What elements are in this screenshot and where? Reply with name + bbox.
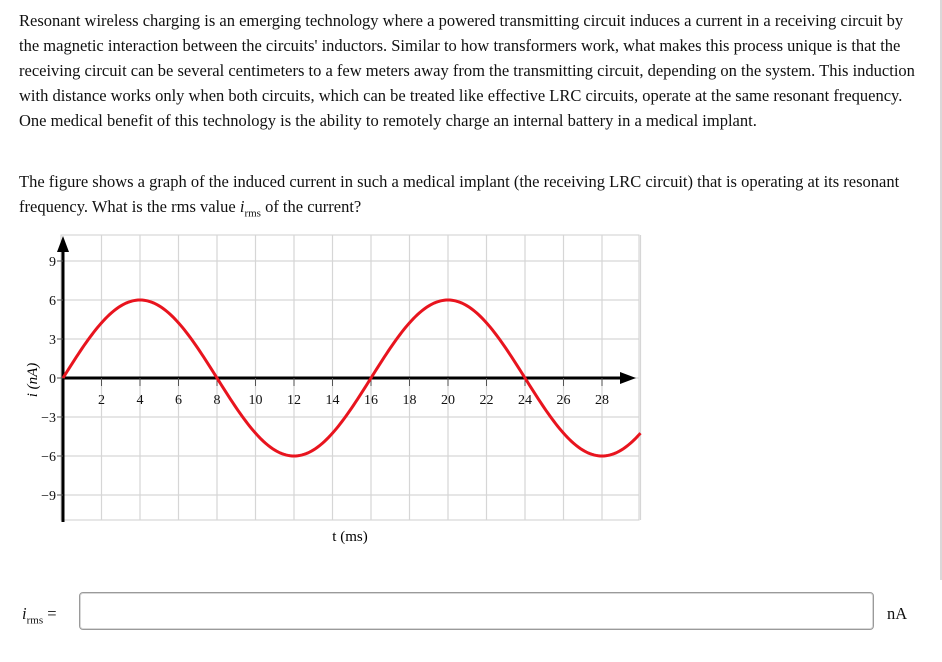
problem-paragraph-1: Resonant wireless charging is an emerging technology where a powered transmitting circuit induces a current in a receiving circuit by the magnetic interaction between the circuits' inductors. Similar to how transformers work, what makes this process unique is that the receiving circuit can be several centimeters to a few meters away from the transmitting circuit, depending on the system. This induction with distance works only when both circuits, which can be treated like effective LRC circuits, operate at the same resonant frequency. One medical benefit of this technology is the ability to remotely charge an internal battery in a medical implant. xyxy=(19,11,915,130)
irms-symbol: i xyxy=(239,197,245,216)
x-tick-label: 16 xyxy=(364,393,378,408)
x-tick-label: 4 xyxy=(136,393,144,408)
question-text-start: The figure shows a graph of the induced current in such a medical implant (the receiving LRC circuit) that is operating at its resonant frequency. What is the rms value xyxy=(19,172,900,216)
x-tick-label: 28 xyxy=(595,393,609,408)
answer-row xyxy=(0,592,942,636)
x-tick-label: 20 xyxy=(441,393,455,408)
current-vs-time-chart xyxy=(0,232,660,562)
x-tick-label: 14 xyxy=(325,393,340,408)
y-tick-label: 9 xyxy=(49,255,56,270)
x-tick-label: 2 xyxy=(98,393,105,408)
x-tick-label: 18 xyxy=(402,393,417,408)
irms-answer-input[interactable] xyxy=(79,592,874,630)
x-tick-label: 8 xyxy=(213,393,221,408)
x-tick-label: 24 xyxy=(518,393,532,408)
x-tick-label: 22 xyxy=(479,393,494,408)
problem-paragraph-2 xyxy=(19,169,919,226)
y-axis-label: i (nA) xyxy=(25,362,41,398)
answer-symbol: i xyxy=(22,604,27,623)
y-tick-label: −3 xyxy=(41,411,56,426)
question-text-end: of the current? xyxy=(260,197,362,216)
y-tick-label: −9 xyxy=(41,489,56,504)
answer-equals: = xyxy=(43,604,57,623)
x-tick-label: 10 xyxy=(248,393,263,408)
answer-subscript: rms xyxy=(26,614,44,627)
y-tick-label: 3 xyxy=(49,333,56,348)
y-tick-label: 0 xyxy=(49,372,56,387)
answer-label xyxy=(22,604,57,626)
y-tick-label: −6 xyxy=(41,450,56,465)
unit-label: nA xyxy=(887,604,908,623)
x-tick-label: 6 xyxy=(175,393,182,408)
y-tick-label: 6 xyxy=(49,294,56,309)
x-tick-label: 26 xyxy=(556,393,571,408)
x-tick-label: 12 xyxy=(287,393,301,408)
x-axis-label: t (ms) xyxy=(332,529,368,545)
irms-subscript: rms xyxy=(244,207,261,220)
